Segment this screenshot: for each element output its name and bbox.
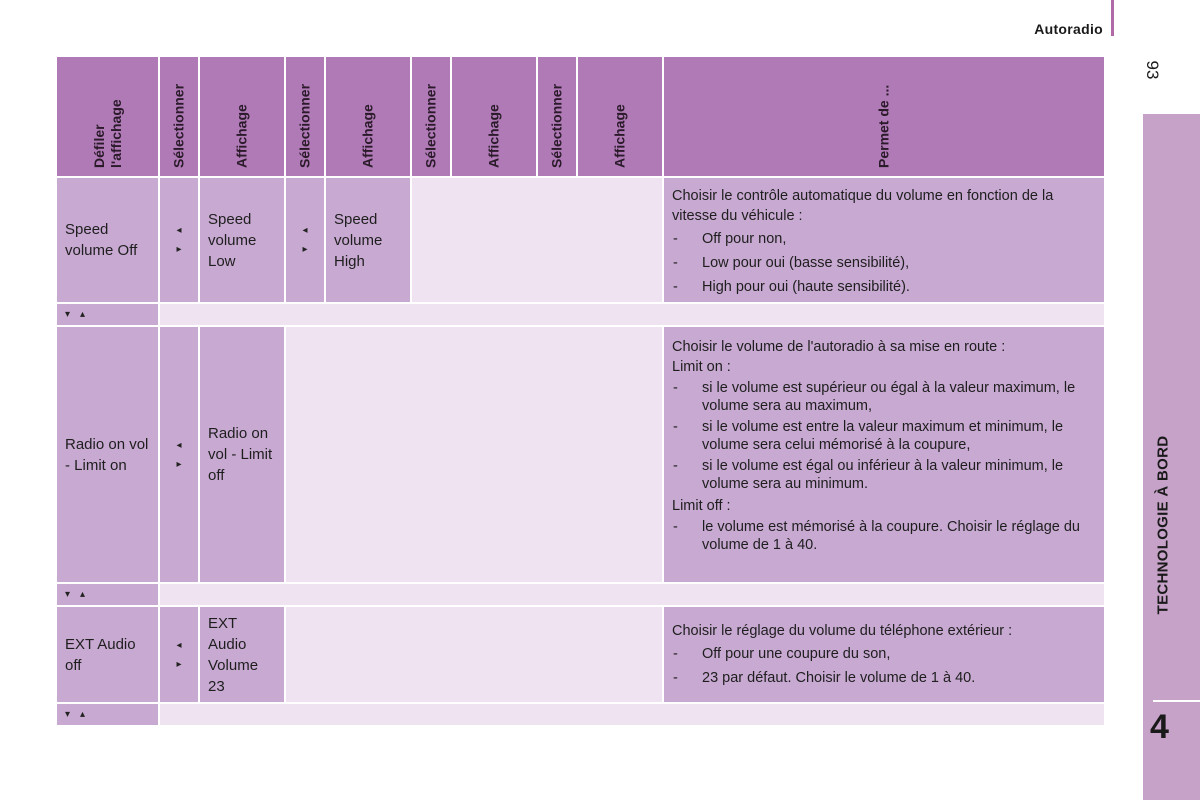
column-header-select-4: Sélectionner (538, 57, 576, 176)
chapter-title: TECHNOLOGIE À BORD (1154, 435, 1172, 615)
column-header-display-4: Affichage (578, 57, 662, 176)
column-header-select-1: Sélectionner (160, 57, 198, 176)
column-header-display-1: Affichage (200, 57, 284, 176)
row1-option-2: Speed volume High (326, 178, 410, 302)
chapter-divider (1153, 700, 1200, 702)
column-header-purpose: Permet de ... (664, 57, 1104, 176)
arrow-right-icon: ▸ (176, 458, 182, 470)
arrow-down-icon: ▾ (65, 589, 71, 600)
row3-spacer (160, 704, 1104, 725)
arrow-up-icon: ▴ (80, 709, 86, 720)
row2-spacer (160, 584, 1104, 605)
arrow-left-icon: ◂ (176, 225, 182, 236)
row3-empty (286, 607, 662, 702)
column-header-select-3: Sélectionner (412, 57, 450, 176)
row2-description: Choisir le volume de l'autoradio à sa mise en route : Limit on : - si le volume est supérieur ou égal à la valeur maximum, le volume sera au maximum, - si le volume est entre la valeur maximum et minimum, le volume sera celui mémorisé à la coupure, - si le volume est égal ou inférieur à la valeur minimum, le volume sera au minimum. Limit off : - le volume est mémorisé à la coupure. Choisir le réglage du volume de 1 à 40. (664, 327, 1104, 582)
row1-scroll-arrows (57, 304, 158, 325)
arrow-up-icon: ▴ (80, 309, 86, 320)
row3-select-1 (160, 607, 198, 702)
arrow-left-icon: ◂ (176, 439, 182, 451)
arrow-right-icon: ▸ (176, 244, 182, 255)
row3-option-1: EXT Audio Volume 23 (200, 607, 284, 702)
chapter-number: 4 (1150, 708, 1169, 746)
arrow-right-icon: ▸ (176, 658, 182, 670)
column-header-display-2: Affichage (326, 57, 410, 176)
row1-option-1: Speed volume Low (200, 178, 284, 302)
arrow-down-icon: ▾ (65, 709, 71, 720)
settings-table (57, 57, 1104, 727)
row2-display: Radio on vol - Limit on (57, 327, 158, 582)
row1-description: Choisir le contrôle automatique du volume en fonction de la vitesse du véhicule : - Off pour non, - Low pour oui (basse sensibilité), - High pour oui (haute sensibilité). (664, 178, 1104, 302)
row3-scroll-arrows (57, 704, 158, 725)
arrow-down-icon: ▾ (65, 309, 71, 320)
row1-spacer (160, 304, 1104, 325)
page-section-title: Autoradio (1034, 21, 1103, 37)
column-header-display-3: Affichage (452, 57, 536, 176)
arrow-left-icon: ◂ (176, 639, 182, 651)
row2-option-1: Radio on vol - Limit off (200, 327, 284, 582)
row2-empty (286, 327, 662, 582)
page-number: 93 (1143, 60, 1162, 80)
header-accent-line (1111, 0, 1114, 36)
row2-select-1 (160, 327, 198, 582)
column-header-scroll: Défiler l'affichage (57, 57, 158, 176)
arrow-up-icon: ▴ (80, 589, 86, 600)
row1-empty (412, 178, 662, 302)
row1-select-1 (160, 178, 198, 302)
row1-select-2 (286, 178, 324, 302)
row3-display: EXT Audio off (57, 607, 158, 702)
row1-display: Speed volume Off (57, 178, 158, 302)
column-header-select-2: Sélectionner (286, 57, 324, 176)
row2-scroll-arrows (57, 584, 158, 605)
arrow-right-icon: ▸ (302, 244, 308, 255)
row3-description: Choisir le réglage du volume du téléphone extérieur : - Off pour une coupure du son, - 23 par défaut. Choisir le volume de 1 à 40. (664, 607, 1104, 702)
arrow-left-icon: ◂ (302, 225, 308, 236)
